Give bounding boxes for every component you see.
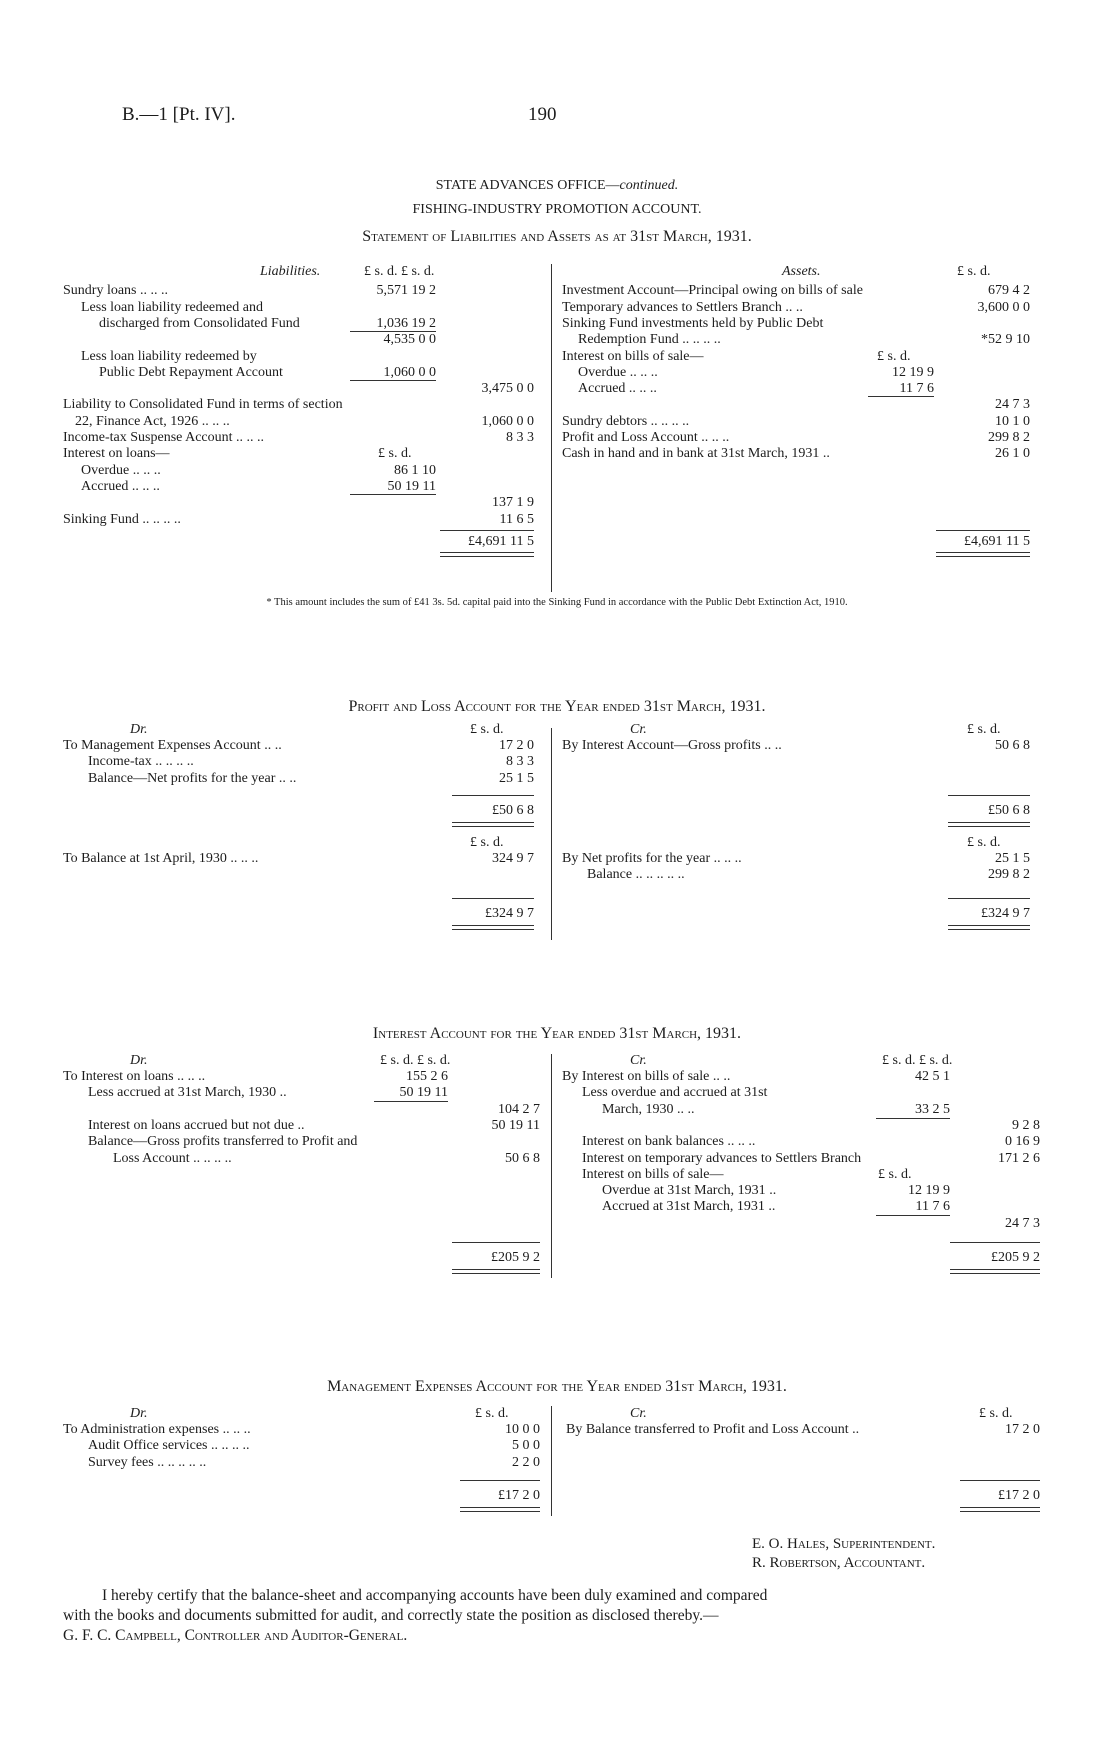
amount: 155 2 6 bbox=[406, 1069, 448, 1084]
col-header: £ s. d. bbox=[957, 264, 991, 279]
row-label: Income-tax .. .. .. .. bbox=[88, 754, 194, 770]
amount: 24 7 3 bbox=[1005, 1215, 1040, 1231]
row-label: By Balance transferred to Profit and Loss Account .. bbox=[566, 1422, 860, 1437]
rule bbox=[460, 1480, 540, 1481]
office-heading: STATE ADVANCES OFFICE—continued. bbox=[435, 178, 679, 193]
dot-leaders: .. bbox=[294, 1117, 305, 1133]
col-header: £ s. d. £ s. d. bbox=[364, 264, 435, 279]
dot-leaders: .. .. .. bbox=[226, 851, 259, 866]
amount: 86 1 10 bbox=[394, 462, 436, 478]
amount: 0 16 9 bbox=[1005, 1134, 1040, 1150]
row-label: Public Debt Repayment Account bbox=[99, 364, 283, 380]
row-label: Investment Account—Principal owing on bills of sale bbox=[562, 283, 863, 299]
row-label: Accrued at 31st March, 1931 .. bbox=[602, 1199, 776, 1215]
dot-leaders: .. .. .. bbox=[697, 430, 730, 445]
row-label: Sundry loans .. .. .. bbox=[63, 283, 168, 299]
row-label: Accrued .. .. .. bbox=[578, 381, 657, 397]
amount: 25 1 5 bbox=[499, 770, 534, 786]
amount: 50 19 11 bbox=[399, 1085, 448, 1101]
row-label: By Interest on bills of sale .. .. bbox=[562, 1069, 731, 1084]
credit-heading: Cr. bbox=[630, 722, 647, 737]
dot-leaders: .. bbox=[819, 446, 830, 462]
account-heading: FISHING-INDUSTRY PROMOTION ACCOUNT. bbox=[412, 202, 702, 217]
dot-leaders: .. .. bbox=[709, 1069, 731, 1084]
amount: 50 6 8 bbox=[995, 738, 1030, 753]
row-label: Overdue .. .. .. bbox=[578, 364, 658, 380]
amount: 8 3 3 bbox=[506, 430, 534, 445]
row-label: March, 1930 .. .. bbox=[602, 1101, 695, 1117]
dot-leaders: .. bbox=[848, 1422, 860, 1437]
row-label: Interest on temporary advances to Settlers Branch bbox=[582, 1150, 862, 1166]
dot-leaders: .. .. bbox=[184, 1069, 206, 1084]
accountant-signature: R. Robertson, Accountant. bbox=[752, 1555, 926, 1571]
row-label: To Interest on loans .. .. .. bbox=[63, 1069, 206, 1084]
debit-total: £50 6 8 bbox=[492, 803, 534, 818]
dot-leaders: .. .. .. bbox=[625, 381, 657, 397]
row-label: Sundry debtors .. .. .. .. bbox=[562, 413, 690, 429]
dot-leaders: .. .. .. bbox=[626, 364, 658, 380]
sub-units: £ s. d. bbox=[877, 348, 911, 364]
row-label: Interest on loans accrued but not due .. bbox=[88, 1117, 305, 1133]
debit-total: £205 9 2 bbox=[491, 1250, 540, 1265]
dot-leaders: .. .. .. .. bbox=[164, 1454, 207, 1470]
amount: 1,060 0 0 bbox=[481, 413, 534, 429]
assets-total: £4,691 11 5 bbox=[964, 533, 1030, 549]
debit-heading: Dr. bbox=[130, 1053, 148, 1068]
col-header: £ s. d. bbox=[979, 1406, 1013, 1421]
amount: 5 0 0 bbox=[512, 1438, 540, 1454]
superintendent-signature: E. O. Hales, Superintendent. bbox=[752, 1536, 936, 1552]
row-label: Overdue .. .. .. bbox=[81, 462, 161, 478]
amount: 24 7 3 bbox=[995, 397, 1030, 413]
row-label: Balance—Net profits for the year .. .. bbox=[88, 770, 297, 786]
certification-line-2: with the books and documents submitted for audit, and correctly state the position as disclosed thereby.— bbox=[63, 1607, 719, 1624]
double-rule bbox=[960, 1507, 1040, 1512]
row-label: To Management Expenses Account .. .. bbox=[63, 738, 282, 753]
interest-heading: Interest Account for the Year ended 31st March, 1931. bbox=[372, 1025, 742, 1042]
amount: 1,036 19 2 bbox=[376, 315, 436, 331]
amount: 26 1 0 bbox=[995, 446, 1030, 462]
row-label: Temporary advances to Settlers Branch .. .. bbox=[562, 299, 803, 315]
row-label: Interest on bank balances .. .. .. bbox=[582, 1134, 756, 1150]
debit-heading: Dr. bbox=[130, 722, 148, 737]
amount: 137 1 9 bbox=[492, 495, 534, 511]
amount: 11 7 6 bbox=[899, 381, 934, 397]
row-label: Interest on loans— bbox=[63, 446, 170, 462]
document-reference: B.—1 [Pt. IV]. bbox=[122, 104, 236, 125]
certification-line-3: G. F. C. Campbell, Controller and Auditor-General. bbox=[63, 1627, 408, 1644]
amount: 10 0 0 bbox=[505, 1422, 540, 1437]
dot-leaders: .. .. bbox=[673, 1101, 695, 1117]
row-label: Overdue at 31st March, 1931 .. bbox=[602, 1183, 777, 1199]
amount: 50 19 11 bbox=[491, 1117, 540, 1133]
dot-leaders: .. .. .. bbox=[136, 283, 168, 299]
amount: 10 1 0 bbox=[995, 413, 1030, 429]
dot-leaders: .. .. .. bbox=[129, 462, 161, 478]
dot-leaders: .. .. .. .. bbox=[151, 754, 194, 770]
credit-total: £50 6 8 bbox=[988, 803, 1030, 818]
col-header: £ s. d. £ s. d. bbox=[882, 1053, 953, 1068]
liabilities-total: £4,691 11 5 bbox=[468, 533, 534, 549]
amount: 11 6 5 bbox=[499, 511, 534, 527]
amount: 12 19 9 bbox=[892, 364, 934, 380]
statement-heading: Statement of Liabilities and Assets as at 31st March, 1931. bbox=[362, 228, 752, 245]
liabilities-heading: Liabilities. bbox=[260, 264, 321, 279]
row-label: 22, Finance Act, 1926 .. .. .. bbox=[75, 413, 230, 429]
amount: 4,535 0 0 bbox=[383, 332, 436, 348]
debit-heading: Dr. bbox=[130, 1406, 148, 1421]
row-label: Audit Office services .. .. .. .. bbox=[88, 1438, 250, 1454]
dot-leaders: .. .. .. bbox=[219, 1422, 251, 1437]
dot-leaders: .. .. .. .. bbox=[647, 413, 690, 429]
dot-leaders: .. bbox=[764, 1199, 776, 1215]
row-label: Profit and Loss Account .. .. .. bbox=[562, 430, 730, 445]
column-divider bbox=[551, 1406, 552, 1516]
assets-heading: Assets. bbox=[782, 264, 821, 279]
dot-leaders: .. .. .. .. bbox=[138, 511, 181, 527]
dot-leaders: .. .. bbox=[760, 738, 782, 753]
credit-total: £324 9 7 bbox=[981, 906, 1030, 921]
amount: 50 19 11 bbox=[387, 478, 436, 494]
footnote: * This amount includes the sum of £41 3s. 5d. capital paid into the Sinking Fund in accordance with the Public Debt Extinction Act, 1910. bbox=[266, 597, 848, 608]
row-label: By Interest Account—Gross profits .. .. bbox=[562, 738, 782, 753]
row-label: discharged from Consolidated Fund bbox=[99, 315, 300, 331]
amount: 17 2 0 bbox=[1005, 1422, 1040, 1437]
amount: 679 4 2 bbox=[988, 283, 1030, 299]
row-label: Sinking Fund .. .. .. .. bbox=[63, 511, 181, 527]
amount: 33 2 5 bbox=[915, 1101, 950, 1117]
dot-leaders: .. .. .. .. .. bbox=[632, 867, 685, 883]
page-number: 190 bbox=[528, 104, 557, 125]
sub-units: £ s. d. bbox=[378, 446, 412, 462]
row-label: To Balance at 1st April, 1930 .. .. .. bbox=[63, 851, 259, 866]
amount: 17 2 0 bbox=[499, 738, 534, 753]
debit-total: £324 9 7 bbox=[485, 906, 534, 921]
row-label: Redemption Fund .. .. .. .. bbox=[578, 332, 721, 348]
dot-leaders: .. .. .. bbox=[710, 851, 742, 866]
double-rule bbox=[460, 1507, 540, 1512]
amount: *52 9 10 bbox=[981, 332, 1030, 348]
management-heading: Management Expenses Account for the Year ended 31st March, 1931. bbox=[327, 1378, 787, 1395]
row-label: Less loan liability redeemed by bbox=[81, 348, 257, 364]
row-label: Loss Account .. .. .. .. bbox=[113, 1150, 232, 1166]
amount: 2 2 0 bbox=[512, 1454, 540, 1470]
dot-leaders: .. .. .. bbox=[217, 1438, 250, 1454]
amount: 50 6 8 bbox=[505, 1150, 540, 1166]
dot-leaders: .. .. .. bbox=[198, 413, 230, 429]
amount: 104 2 7 bbox=[498, 1101, 540, 1117]
dot-leaders: .. bbox=[792, 299, 803, 315]
amount: 11 7 6 bbox=[915, 1199, 950, 1215]
col-header: £ s. d. £ s. d. bbox=[380, 1053, 451, 1068]
amount: 8 3 3 bbox=[506, 754, 534, 770]
row-label: Liability to Consolidated Fund in terms of section bbox=[63, 397, 343, 413]
dot-leaders: .. .. bbox=[243, 430, 265, 445]
amount: 3,475 0 0 bbox=[481, 381, 534, 397]
amount: 5,571 19 2 bbox=[376, 283, 436, 299]
row-label: Survey fees .. .. .. .. .. bbox=[88, 1454, 207, 1470]
amount: 299 8 2 bbox=[988, 430, 1030, 445]
amount: 42 5 1 bbox=[915, 1069, 950, 1084]
row-label: Income-tax Suspense Account .. .. .. bbox=[63, 430, 265, 445]
row-label: Less loan liability redeemed and bbox=[81, 299, 263, 315]
sub-units: £ s. d. bbox=[878, 1166, 912, 1182]
credit-heading: Cr. bbox=[630, 1406, 647, 1421]
dot-leaders: .. .. bbox=[275, 770, 297, 786]
row-label: Interest on bills of sale— bbox=[562, 348, 704, 364]
amount: 1,060 0 0 bbox=[383, 364, 436, 380]
amount: 171 2 6 bbox=[998, 1150, 1040, 1166]
amount: 324 9 7 bbox=[492, 851, 534, 866]
credit-total: £17 2 0 bbox=[998, 1488, 1040, 1503]
row-label: Interest on bills of sale— bbox=[582, 1166, 724, 1182]
col-header: £ s. d. bbox=[470, 835, 504, 850]
amount: 25 1 5 bbox=[995, 851, 1030, 866]
dot-leaders: .. .. .. bbox=[128, 478, 160, 494]
row-label: Accrued .. .. .. bbox=[81, 478, 160, 494]
amount: 3,600 0 0 bbox=[977, 299, 1030, 315]
credit-total: £205 9 2 bbox=[991, 1250, 1040, 1265]
row-label: Less overdue and accrued at 31st bbox=[582, 1085, 768, 1101]
dot-leaders: .. bbox=[765, 1183, 777, 1199]
rule bbox=[960, 1480, 1040, 1481]
debit-total: £17 2 0 bbox=[498, 1488, 540, 1503]
col-header: £ s. d. bbox=[967, 835, 1001, 850]
col-header: £ s. d. bbox=[967, 722, 1001, 737]
col-header: £ s. d. bbox=[475, 1406, 509, 1421]
certification-line-1: I hereby certify that the balance-sheet and accompanying accounts have been duly examined and compared bbox=[102, 1587, 768, 1604]
row-label: Balance .. .. .. .. .. bbox=[587, 867, 685, 883]
dot-leaders: .. .. .. bbox=[723, 1134, 756, 1150]
amount: 9 2 8 bbox=[1012, 1117, 1040, 1133]
row-label: To Administration expenses .. .. .. bbox=[63, 1422, 251, 1437]
row-label: By Net profits for the year .. .. .. bbox=[562, 851, 742, 866]
dot-leaders: .. .. .. bbox=[689, 332, 721, 348]
row-label: Sinking Fund investments held by Public Debt bbox=[562, 315, 824, 331]
row-label: Less accrued at 31st March, 1930 .. bbox=[88, 1085, 287, 1101]
credit-heading: Cr. bbox=[630, 1053, 647, 1068]
row-label: Cash in hand and in bank at 31st March, 1931 .. bbox=[562, 446, 830, 462]
amount: 299 8 2 bbox=[988, 867, 1030, 883]
row-label: Balance—Gross profits transferred to Profit and bbox=[88, 1134, 358, 1150]
dot-leaders: .. .. .. .. bbox=[189, 1150, 232, 1166]
dot-leaders: .. .. bbox=[260, 738, 282, 753]
col-header: £ s. d. bbox=[470, 722, 504, 737]
amount: 12 19 9 bbox=[908, 1183, 950, 1199]
profit-loss-heading: Profit and Loss Account for the Year ended 31st March, 1931. bbox=[348, 698, 766, 715]
